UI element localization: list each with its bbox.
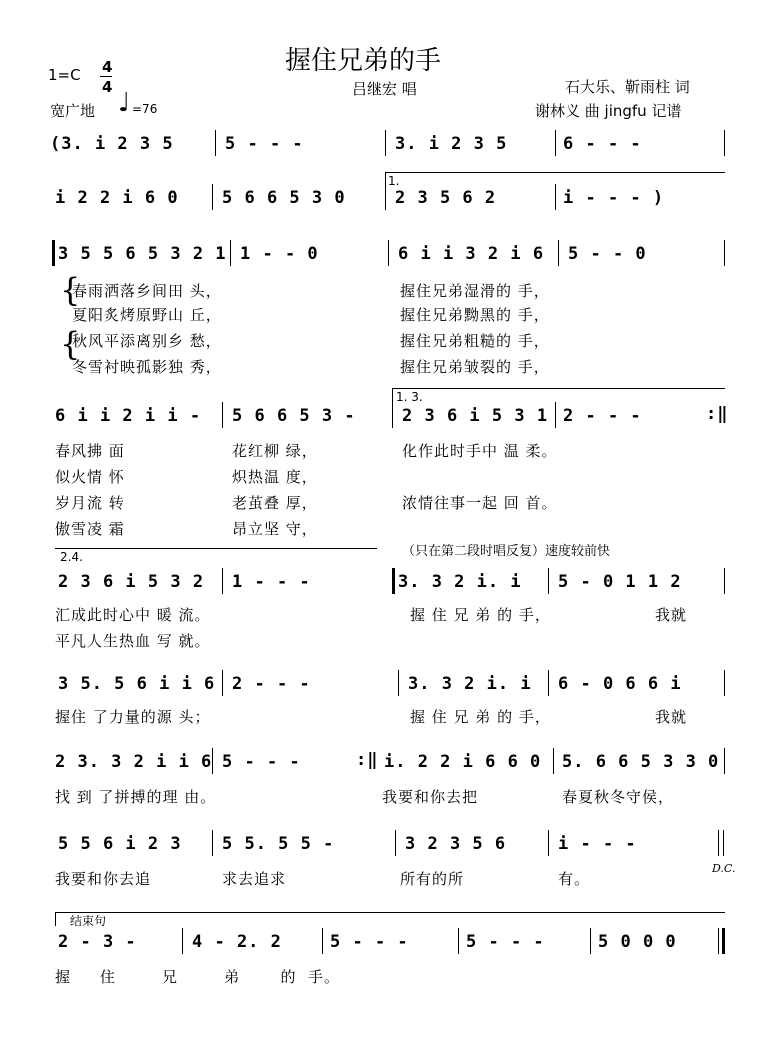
measure: 3. 3 2 i. i bbox=[408, 674, 532, 694]
measure: 2 3 6 i 5 3 1 bbox=[402, 406, 549, 426]
measure: 5 - - 0 bbox=[568, 244, 647, 264]
measure: i 2 2 i 6 0 bbox=[55, 188, 179, 208]
measure: 2 - - - bbox=[563, 406, 642, 426]
song-title: 握住兄弟的手 bbox=[285, 46, 442, 76]
measure: 3 2 3 5 6 bbox=[405, 834, 507, 854]
measure: 5 6 6 5 3 - bbox=[232, 406, 356, 426]
measure: 6 i i 3 2 i 6 bbox=[398, 244, 545, 264]
lyric: 炽热温 度， bbox=[232, 468, 318, 486]
dc-marking: D.C. bbox=[712, 862, 736, 875]
measure: 5 - - - bbox=[466, 932, 545, 952]
time-signature-top: 4 bbox=[102, 58, 113, 76]
lyricist: 石大乐、靳雨柱 词 bbox=[565, 78, 690, 96]
key-signature: 1=C bbox=[48, 66, 81, 84]
measure: 5 5 6 i 2 3 bbox=[58, 834, 182, 854]
lyric: 昂立坚 守， bbox=[232, 520, 318, 538]
measure: 3. i 2 3 5 bbox=[395, 134, 508, 154]
lyric: 找 到 了拼搏的理 由。 bbox=[55, 788, 217, 806]
composer: 谢林义 曲 jingfu 记谱 bbox=[535, 102, 682, 120]
ending-label: 结束句 bbox=[70, 914, 107, 928]
lyric: 握住 了力量的源 头； bbox=[55, 708, 211, 726]
lyric: 平凡人生热血 写 就。 bbox=[55, 632, 211, 650]
measure: 5 - - - bbox=[330, 932, 409, 952]
lyric: 化作此时手中 温 柔。 bbox=[402, 442, 558, 460]
measure: 2 - - - bbox=[232, 674, 311, 694]
lyric: 我就 bbox=[655, 606, 688, 624]
lyric: 春夏秋冬守侯， bbox=[562, 788, 675, 806]
verse-line: 握住兄弟粗糙的 手， bbox=[400, 332, 550, 350]
verse-line: 夏阳炙烤原野山 丘， bbox=[72, 306, 222, 324]
measure: 6 - 0 6 6 i bbox=[558, 674, 682, 694]
repeat-sign: :‖ bbox=[356, 750, 379, 770]
lyric: 有。 bbox=[558, 870, 591, 888]
lyric: 握 住 兄 弟 的 手。 bbox=[55, 968, 341, 986]
lyric: 握 住 兄 弟 的 手， bbox=[410, 708, 551, 726]
time-signature-bottom: 4 bbox=[102, 78, 113, 96]
measure: i. 2 2 i 6 6 0 bbox=[384, 752, 542, 772]
verse-brace: { bbox=[60, 271, 82, 309]
lyric: 我要和你去把 bbox=[382, 788, 479, 806]
measure: 5. 6 6 5 3 3 0 bbox=[562, 752, 720, 772]
tempo-style: 宽广地 bbox=[50, 102, 96, 120]
verse-line: 春雨洒落乡间田 头， bbox=[72, 282, 222, 300]
measure: (3. i 2 3 5 bbox=[50, 134, 174, 154]
measure: 5 - 0 1 1 2 bbox=[558, 572, 682, 592]
volta-label: 1. 3. bbox=[396, 390, 423, 404]
measure: i - - - bbox=[558, 834, 637, 854]
volta-label: 1. bbox=[388, 174, 400, 188]
measure: 2 3. 3 2 i i 6 bbox=[55, 752, 213, 772]
lyric: 所有的所 bbox=[400, 870, 465, 888]
verse-line: 握住兄弟湿滑的 手， bbox=[400, 282, 550, 300]
volta-label: 2.4. bbox=[60, 550, 83, 564]
lyric: 花红柳 绿， bbox=[232, 442, 318, 460]
measure: 3. 3 2 i. i bbox=[398, 572, 522, 592]
verse-line: 握住兄弟黝黑的 手， bbox=[400, 306, 550, 324]
lyric: 浓情往事一起 回 首。 bbox=[402, 494, 558, 512]
lyric: 握 住 兄 弟 的 手， bbox=[410, 606, 551, 624]
lyric: 我要和你去追 bbox=[55, 870, 152, 888]
lyric: 汇成此时心中 暖 流。 bbox=[55, 606, 211, 624]
verse-line: 秋风平添离别乡 愁， bbox=[72, 332, 222, 350]
measure: 4 - 2. 2 bbox=[192, 932, 282, 952]
measure: 5 0 0 0 bbox=[598, 932, 677, 952]
lyric: 求去追求 bbox=[222, 870, 287, 888]
measure: 2 3 5 6 2 bbox=[395, 188, 497, 208]
lyric: 傲雪凌 霜 bbox=[55, 520, 125, 538]
measure: 3 5. 5 6 i i 6 bbox=[58, 674, 216, 694]
measure: 2 3 6 i 5 3 2 bbox=[58, 572, 205, 592]
measure: 5 - - - bbox=[222, 752, 301, 772]
lyric: 似火情 怀 bbox=[55, 468, 125, 486]
lyric: 春风拂 面 bbox=[55, 442, 125, 460]
verse-brace: { bbox=[60, 325, 82, 363]
lyric: 岁月流 转 bbox=[55, 494, 125, 512]
lyric: 老茧叠 厚， bbox=[232, 494, 318, 512]
tempo-value: =76 bbox=[132, 102, 158, 116]
measure: 6 i i 2 i i - bbox=[55, 406, 202, 426]
measure: 5 6 6 5 3 0 bbox=[222, 188, 346, 208]
measure: 1 - - - bbox=[232, 572, 311, 592]
measure: 3 5 5 6 5 3 2 1 bbox=[58, 244, 227, 264]
performance-note: （只在第二段时唱反复）速度较前快 bbox=[402, 544, 611, 559]
measure: 5 5. 5 5 - bbox=[222, 834, 335, 854]
measure: 1 - - 0 bbox=[240, 244, 319, 264]
measure: i - - - ) bbox=[563, 188, 665, 208]
singer: 吕继宏 唱 bbox=[352, 80, 417, 98]
verse-line: 冬雪衬映孤影独 秀， bbox=[72, 358, 222, 376]
measure: 2 - 3 - bbox=[58, 932, 137, 952]
repeat-sign: :‖ bbox=[706, 404, 729, 424]
lyric: 我就 bbox=[655, 708, 688, 726]
measure: 5 - - - bbox=[225, 134, 304, 154]
verse-line: 握住兄弟皱裂的 手， bbox=[400, 358, 550, 376]
measure: 6 - - - bbox=[563, 134, 642, 154]
quarter-note-icon: ♩ bbox=[118, 88, 131, 118]
